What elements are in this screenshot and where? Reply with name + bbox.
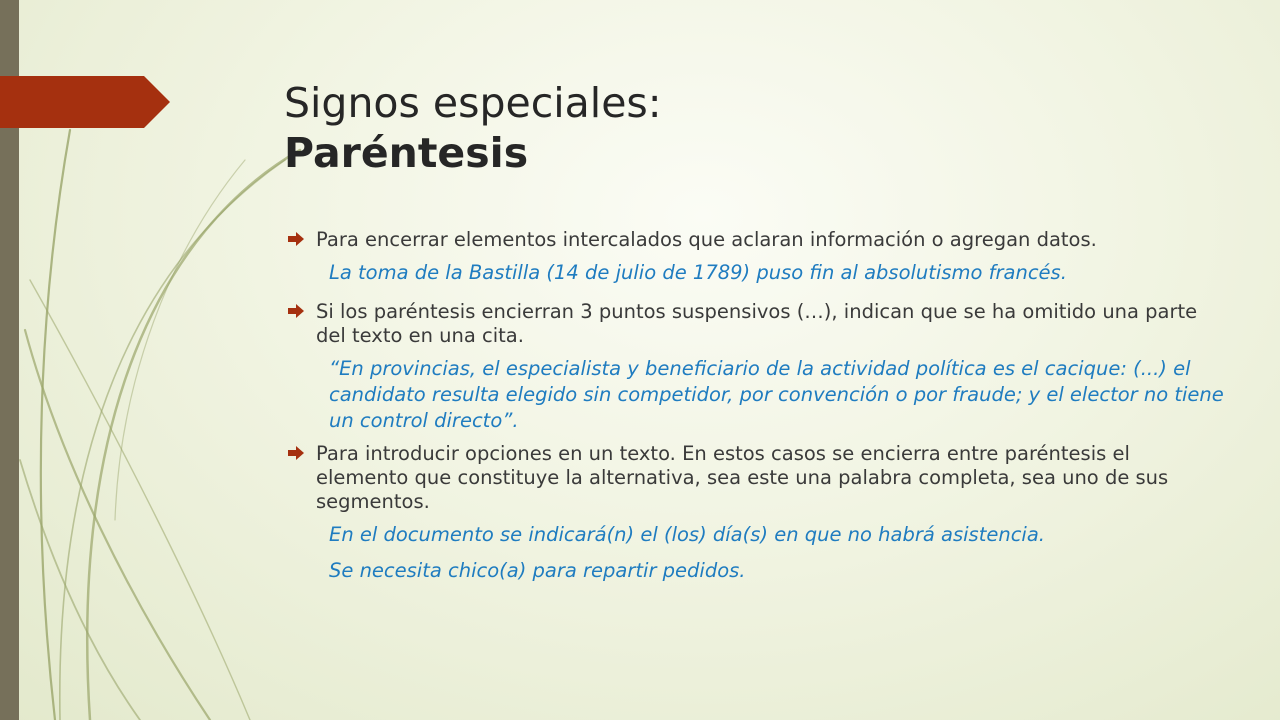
bullet-text: Para encerrar elementos intercalados que aclaran información o agregan datos. xyxy=(316,228,1097,251)
slide-content xyxy=(288,228,1228,594)
example-text: “En provincias, el especialista y beneficiario de la actividad política es el cacique: (...) el candidato resulta elegido sin competidor, por convención o por fraude; y el elector no tiene un control directo”. xyxy=(329,357,1224,432)
title-line-1: Signos especiales: xyxy=(284,79,662,127)
bullet-item xyxy=(288,228,1228,252)
title-line-2: Paréntesis xyxy=(284,129,529,177)
arrow-bullet-icon xyxy=(288,446,304,460)
bullet-item xyxy=(288,300,1228,348)
title-accent-arrow xyxy=(0,76,170,128)
bullet-item xyxy=(288,442,1228,514)
arrow-bullet-icon xyxy=(288,232,304,246)
bullet-text: Para introducir opciones en un texto. En estos casos se encierra entre paréntesis el elemento que constituye la alternativa, sea este una palabra completa, sea uno de sus segmentos. xyxy=(316,442,1169,513)
slide-title xyxy=(284,78,662,178)
bullet-text: Si los paréntesis encierran 3 puntos suspensivos (…), indican que se ha omitido una parte del texto en una cita. xyxy=(316,300,1198,347)
example-text: Se necesita chico(a) para repartir pedidos. xyxy=(329,559,746,582)
example-text: En el documento se indicará(n) el (los) día(s) en que no habrá asistencia. xyxy=(329,523,1045,546)
example-text: La toma de la Bastilla (14 de julio de 1789) puso fin al absolutismo francés. xyxy=(329,261,1067,284)
arrow-bullet-icon xyxy=(288,304,304,318)
